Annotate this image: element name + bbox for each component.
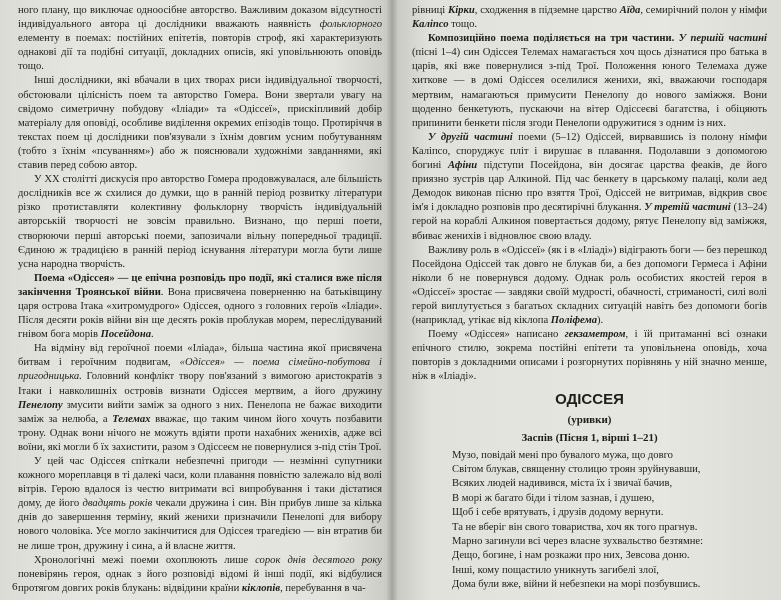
text-run: елементу в поемах: постійних епітетів, повторів строф, які характеризують однакові дії та подібні ситуації, докладних описів, які уповільнюють оповідь тощо. [18,33,382,73]
right-page-text [412,4,767,385]
text-run: У другій частині [428,131,513,143]
text-run: Хронологічні межі поеми охоплюють лише [34,554,256,566]
text-run: (пісні 1–4) син Одіссея Телемах намагається хоч щось дізнатися про батька в царів, які вже повернулися з-під Трої. Положення юного Телемаха дуже хиткове — в домі Одіссея оселилися женихи, які, вважаючи господаря мертвим, намагаються примусити Пенелопу до нового заміжжя. Вони щоденно бенкетують, пускаючи на вітер Одіссеєві багатства, і обіцяють припинити бенкети після згоди Пенелопи одружитися з одним із них. [412,47,767,129]
text-run: Інші дослідники, які вбачали в цих творах риси індивідуальної творчості, обстоювали цілісність поем та авторство Гомера. Вони звертали увагу на свідомо симетричну побудову «Іліади» та «Одіссеї», прискіпливий добір матеріалу для оповіді, особливе виділення окремих епізодів тощо. Протиріччя в текстах поем ці дослідники пов'язували з їхнім довгим усним побутуванням (тобто з їхнім «псуванням») або ж пояснювали художніми завданнями, які ставив перед собою автор. [18,75,382,172]
text-run: Аїда [619,5,641,16]
poem-line: Всяких людей надивився, міста їх і звичаї бачив, [452,478,673,490]
text-run: Головний конфлікт твору пов'язаний з вимогою аристократів з Ітаки і навколишніх островів визнати Одіссея мертвим, а його дружину [18,371,382,397]
paragraph [18,173,382,272]
text-run: «Одіссея» — поема сімейно-побутова і пригодницька. [18,357,382,383]
paragraph [412,32,767,131]
text-run: Афіни [447,160,478,172]
text-run: ного плану, що виключає одноосібне авторство. Важливим доказом відсутності індивідуального автора ці дослідники вважають наявність [18,5,382,31]
paragraph [18,455,382,554]
text-run: , і їй притаманні всі ознаки епічного стилю, зокрема постійні епітети та уповільнена оповідь, хоча повторів з докладними описами і розгорнутих порівнянь у ній значно менше, ніж в «Іліаді». [412,329,767,383]
paragraph [18,554,382,596]
text-run: Композиційно поема поділяється на три частини. [428,33,675,45]
text-run: вважає, що таким чином його хочуть позбавити трону. Однак вони нічого не можуть вдіяти проти нахабних женихів, адже всі воїни, які могли б їх захистити, разом з Одіссеєм не повернулися з-під стін Трої. [18,413,382,453]
text-run: підступи Посейдона, він досягає царства феаків, де його приязно зустрів цар Алкиной. Під час бенкету в царському палаці, коли аед Демодок виконав пісню про взяття Трої, Одіссей не витримав, відкрив своє ім'я і докладно розповів про десятирічні блукання. [412,160,768,214]
paragraph [18,272,382,342]
paragraph [412,4,767,32]
poem-line: Музо, повідай мені про бувалого мужа, що довго [452,449,673,461]
text-run: , семирічний полон у німфи [640,5,767,16]
poem-line: Інші, кому пощастило уникнуть загибелі злої, [452,564,659,576]
poem-line: Світом блукав, священну столицю троян зруйнувавши, [452,463,701,475]
text-run: Поему «Одіссея» написано [428,329,565,341]
text-run: У першій частині [678,33,767,45]
poem-subtitle: (уривки) [567,413,612,426]
poem-line: Дома були вже, війни й небезпеки на морі позбувшись. [452,579,701,591]
text-run: . Вона присвячена поверненню на батьківщину царя острова Ітака «хитромудрого» Одіссея, одного з головних героїв «Іліади». Після десяти років війни він ще десять років проблукав морем, переслідуваний гнівом бога морів [18,286,382,341]
poem-line: В морі ж багато біди і тілом зазнав, і душею, [452,492,655,504]
text-run: У XX столітті дискусія про авторство Гомера продовжувалася, але більшість дослідників все ж схилися до думки, що в ранній період розвитку літератури різко протиставляти колективну фольклорну творчість індивідуальній авторській творчості не зовсім правильно. Визнано, що перші поети, створюючи перші авторські поеми, запозичали вільну попередньої традиції. Єдиною ж традицією в ранній період існування літератури могла бути лише усна народна творчість. [18,174,382,270]
paragraph [18,342,382,455]
text-run: поневірянь героя, однак з його розповіді відомі й інші події, які відбулися протягом довгих років блукань: відвідини країни [18,568,382,594]
paragraph [18,4,382,74]
text-run: Пенелопу [18,399,63,411]
text-run: Поема «Одіссея» — це епічна розповідь про події, які сталися вже після закінчення Троянської війни [18,272,382,298]
text-run: рівниці [412,5,449,16]
text-run: У третій частині [644,202,731,214]
text-run: Посейдона [100,329,152,341]
text-run: У цей час Одіссея спіткали небезпечні пригоди — незмінні супутники кожного мореплавця в ті далекі часи, коли плавання повністю залежало від волі вітрів. Герою вдалося із честю витримати всі випробування і таки дістатися дому, де його [18,456,382,510]
text-run: поеми (5–12) Одіссей, вирвавшись із полону німфи Каліпсо, споруджує пліт і вирушає в плавання. Подолавши з допомогою богині [412,131,767,172]
paragraph [412,131,767,244]
text-run: сорок днів десятого року [255,554,382,566]
text-run: гекзаметром [564,329,626,341]
text-run: На відміну від героїчної поеми «Іліада», більша частина якої присвячена битвам і героїчним подвигам, [18,343,382,369]
right-page [392,0,781,600]
poem-line: Марно загинули всі через власне зухвальство безтямне: [452,535,704,547]
poem-title: ОДІССЕЯ [555,390,624,408]
poem-line: Дещо, богине, і нам розкажи про них, Зевсова доню. [452,550,690,562]
text-run: Телемах [112,413,151,425]
text-run: (13–24) герой на кораблі Алкиноя повертається додому, рятує Пенелопу від заміжжя, вбиває женихів і відновлює свою владу. [412,202,767,242]
text-run: , перебування в ча- [280,582,366,594]
text-run: кіклопів [241,582,281,594]
poem-verses [412,449,767,593]
text-run: чекали дружина і син. Він прибув лише за кілька днів до завершення терміну, який женихи призначили Пенелопі для вибору нового чоловіка. Усе могло закінчитися для Одіссея трагедією — він втратив би не лише трон, дружину і сина, а й власне життя. [18,498,382,552]
book-gutter [386,0,398,600]
text-run: Важливу роль в «Одіссеї» (як і в «Іліаді») відіграють боги — без перешкод Посейдона Одіссей так довго не блукав би, а без допомоги Гермеса і Афіни ніколи б не повернувся додому. Однак роль особистих якостей героя в «Одіссеї» зростає — завдяки своїй мудрості, обачності, стриманості, силі волі герой виплутується з багатьох складних ситуацій навіть без допомоги богів (наприклад, утікає від кіклопа [412,244,767,327]
poem-line: Щоб і себе врятувать, і друзів додому вернути. [452,507,664,519]
text-run: тощо. [448,19,478,31]
text-run: Кірки [448,5,475,16]
text-run: Каліпсо [412,19,449,31]
text-run: ). [597,315,604,327]
section-heading: Заспів (Пісня 1, вірші 1–21) [521,431,658,444]
text-run: , сходження в підземне царство [474,5,620,16]
page-number: 6 [12,580,18,593]
poem-line: Та не вберіг він свого товариства, хоч як того прагнув. [452,521,698,533]
text-run: . [151,329,154,341]
left-page-text [18,4,382,596]
text-run: фольклорного [319,19,382,31]
text-run: двадцять років [82,498,153,510]
text-run: змусити вийти заміж за одного з них. Пенелопа не бажає виходити заміж за нелюба, а [18,399,382,425]
paragraph [18,74,382,173]
paragraph [412,244,767,329]
paragraph [412,328,767,384]
text-run: Поліфема [550,315,598,327]
